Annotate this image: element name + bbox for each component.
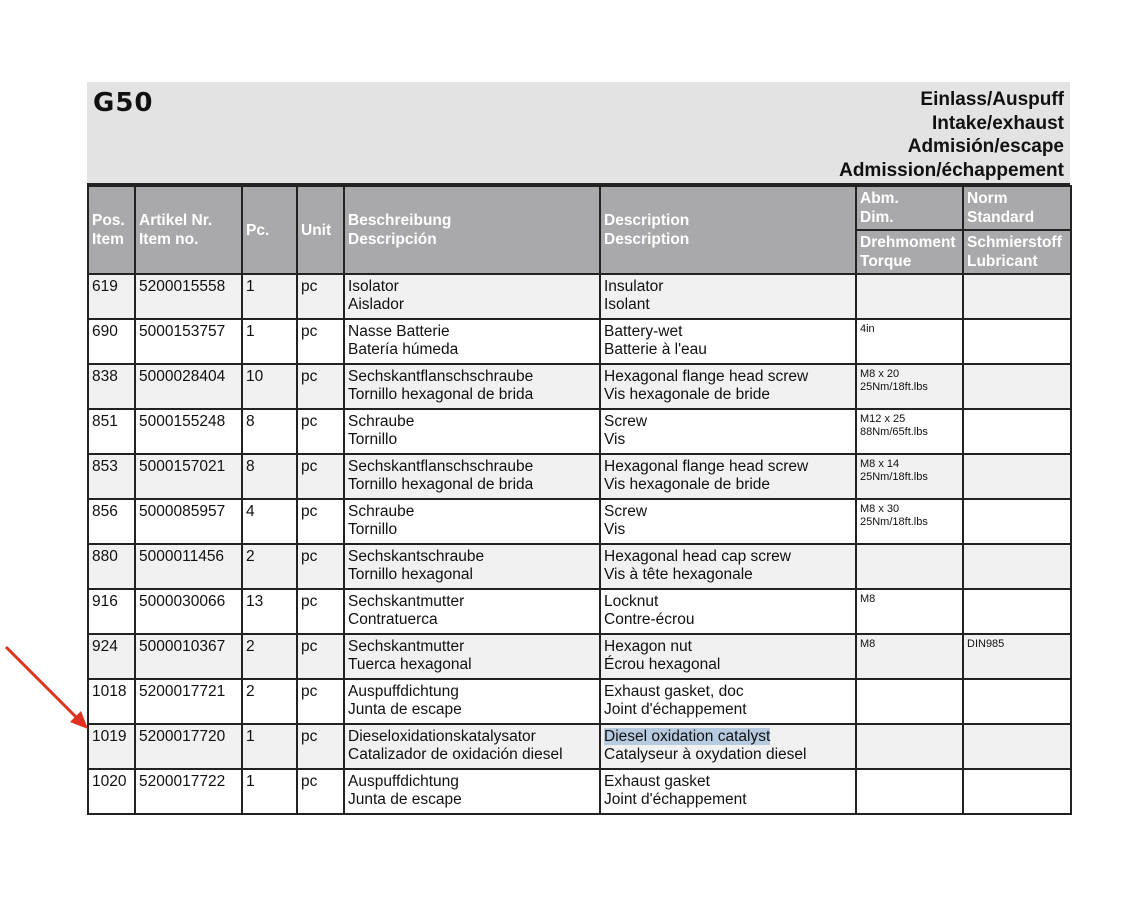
desc-fr: Vis hexagonale de bride bbox=[604, 386, 771, 403]
desc-es: Tornillo bbox=[348, 521, 398, 538]
cell-pos: 619 bbox=[88, 274, 135, 319]
cell-unit: pc bbox=[297, 499, 344, 544]
dim-value: M8 x 14 bbox=[860, 458, 900, 470]
desc-de: Schraube bbox=[348, 503, 415, 520]
col-header-torque: Drehmoment Torque bbox=[856, 230, 963, 274]
col-header-dim: Abm. Dim. bbox=[856, 186, 963, 230]
desc-fr: Vis à tête hexagonale bbox=[604, 566, 753, 583]
desc-en-text: Battery-wet bbox=[604, 323, 683, 340]
desc-es: Tornillo bbox=[348, 431, 398, 448]
desc-en-text: Exhaust gasket bbox=[604, 773, 710, 790]
cell-pos: 880 bbox=[88, 544, 135, 589]
desc-es: Tornillo hexagonal de brida bbox=[348, 386, 534, 403]
cell-article: 5200017722 bbox=[135, 769, 242, 814]
torque-value: 25Nm/18ft.lbs bbox=[860, 471, 928, 483]
cell-pc: 2 bbox=[242, 634, 297, 679]
desc-es: Catalizador de oxidación diesel bbox=[348, 746, 563, 763]
g50-logo: G50 bbox=[93, 88, 154, 118]
col-header-norm: Norm Standard bbox=[963, 186, 1071, 230]
cell-pc: 1 bbox=[242, 319, 297, 364]
desc-en-text: Hexagonal flange head screw bbox=[604, 458, 809, 475]
cell-pos: 690 bbox=[88, 319, 135, 364]
cell-unit: pc bbox=[297, 364, 344, 409]
desc-es: Aislador bbox=[348, 296, 404, 313]
desc-es: Junta de escape bbox=[348, 791, 462, 808]
cell-pc: 4 bbox=[242, 499, 297, 544]
cell-article: 5200017721 bbox=[135, 679, 242, 724]
dim-value: M8 bbox=[860, 593, 876, 605]
desc-fr: Isolant bbox=[604, 296, 650, 313]
desc-de: Sechskantflanschschraube bbox=[348, 458, 534, 475]
cell-pc: 1 bbox=[242, 724, 297, 769]
cell-unit: pc bbox=[297, 679, 344, 724]
cell-unit: pc bbox=[297, 319, 344, 364]
desc-en-text: Locknut bbox=[604, 593, 659, 610]
desc-en-text: Screw bbox=[604, 503, 648, 520]
cell-pos: 916 bbox=[88, 589, 135, 634]
desc-de: Isolator bbox=[348, 278, 399, 295]
desc-en-text: Hexagonal head cap screw bbox=[604, 548, 791, 565]
desc-fr: Catalyseur à oxydation diesel bbox=[604, 746, 807, 763]
desc-en-text: Exhaust gasket, doc bbox=[604, 683, 744, 700]
cell-article: 5200017720 bbox=[135, 724, 242, 769]
cell-pc: 8 bbox=[242, 409, 297, 454]
col-header-pc: Pc. bbox=[242, 186, 297, 274]
desc-de: Nasse Batterie bbox=[348, 323, 450, 340]
desc-es: Tornillo hexagonal de brida bbox=[348, 476, 534, 493]
desc-es: Tuerca hexagonal bbox=[348, 656, 472, 673]
cell-article: 5000155248 bbox=[135, 409, 242, 454]
cell-pos: 1019 bbox=[88, 724, 135, 769]
cell-unit: pc bbox=[297, 769, 344, 814]
desc-de: Sechskantflanschschraube bbox=[348, 368, 534, 385]
dim-value: M8 bbox=[860, 638, 876, 650]
cell-article: 5200015558 bbox=[135, 274, 242, 319]
col-header-lubricant: Schmierstoff Lubricant bbox=[963, 230, 1071, 274]
title-fr: Admission/échappement bbox=[839, 159, 1064, 181]
torque-value: 88Nm/65ft.lbs bbox=[860, 426, 928, 438]
cell-pos: 924 bbox=[88, 634, 135, 679]
cell-article: 5000085957 bbox=[135, 499, 242, 544]
desc-de: Sechskantschraube bbox=[348, 548, 485, 565]
cell-pos: 1020 bbox=[88, 769, 135, 814]
dim-value: 4in bbox=[860, 323, 875, 335]
desc-de: Auspuffdichtung bbox=[348, 773, 459, 790]
desc-fr: Joint d'échappement bbox=[604, 791, 747, 808]
cell-article: 5000010367 bbox=[135, 634, 242, 679]
desc-de: Dieseloxidationskatalysator bbox=[348, 728, 536, 745]
desc-es: Tornillo hexagonal bbox=[348, 566, 473, 583]
desc-es: Contratuerca bbox=[348, 611, 438, 628]
desc-fr: Vis hexagonale de bride bbox=[604, 476, 771, 493]
cell-unit: pc bbox=[297, 724, 344, 769]
col-header-desc-en: Description Description bbox=[600, 186, 856, 274]
desc-es: Batería húmeda bbox=[348, 341, 459, 358]
cell-unit: pc bbox=[297, 634, 344, 679]
cell-article: 5000153757 bbox=[135, 319, 242, 364]
cell-unit: pc bbox=[297, 454, 344, 499]
title-en: Intake/exhaust bbox=[932, 112, 1064, 134]
title-de: Einlass/Auspuff bbox=[920, 89, 1064, 110]
cell-unit: pc bbox=[297, 274, 344, 319]
dim-value: M8 x 30 bbox=[860, 503, 900, 515]
desc-de: Sechskantmutter bbox=[348, 638, 465, 655]
dim-value: M12 x 25 bbox=[860, 413, 906, 425]
desc-fr: Vis bbox=[604, 521, 626, 538]
cell-pos: 838 bbox=[88, 364, 135, 409]
cell-pc: 2 bbox=[242, 679, 297, 724]
cell-article: 5000157021 bbox=[135, 454, 242, 499]
cell-article: 5000011456 bbox=[135, 544, 242, 589]
desc-de: Auspuffdichtung bbox=[348, 683, 459, 700]
desc-en-text: Insulator bbox=[604, 278, 664, 295]
cell-pos: 851 bbox=[88, 409, 135, 454]
desc-fr: Vis bbox=[604, 431, 626, 448]
cell-pc: 13 bbox=[242, 589, 297, 634]
desc-fr: Contre-écrou bbox=[604, 611, 695, 628]
desc-fr: Écrou hexagonal bbox=[604, 656, 721, 673]
desc-es: Junta de escape bbox=[348, 701, 462, 718]
torque-value: 25Nm/18ft.lbs bbox=[860, 516, 928, 528]
cell-pos: 856 bbox=[88, 499, 135, 544]
desc-de: Schraube bbox=[348, 413, 415, 430]
desc-en-text: Hexagon nut bbox=[604, 638, 692, 655]
cell-unit: pc bbox=[297, 544, 344, 589]
desc-en-text: Diesel oxidation catalyst bbox=[604, 728, 771, 745]
cell-article: 5000028404 bbox=[135, 364, 242, 409]
desc-fr: Joint d'échappement bbox=[604, 701, 747, 718]
col-header-pos: Pos. Item bbox=[88, 186, 135, 274]
cell-pc: 1 bbox=[242, 274, 297, 319]
col-header-unit: Unit bbox=[297, 186, 344, 274]
desc-de: Sechskantmutter bbox=[348, 593, 465, 610]
desc-fr: Batterie à l'eau bbox=[604, 341, 707, 358]
cell-pc: 1 bbox=[242, 769, 297, 814]
cell-pc: 2 bbox=[242, 544, 297, 589]
cell-unit: pc bbox=[297, 589, 344, 634]
col-header-article: Artikel Nr. Item no. bbox=[135, 186, 242, 274]
desc-en-text: Hexagonal flange head screw bbox=[604, 368, 809, 385]
torque-value: 25Nm/18ft.lbs bbox=[860, 381, 928, 393]
cell-pos: 1018 bbox=[88, 679, 135, 724]
arrow-shaft bbox=[6, 647, 80, 721]
cell-article: 5000030066 bbox=[135, 589, 242, 634]
desc-en-text: Screw bbox=[604, 413, 648, 430]
title-es: Admisión/escape bbox=[907, 136, 1064, 157]
cell-norm: DIN985 bbox=[963, 634, 1071, 679]
dim-value: M8 x 20 bbox=[860, 368, 900, 380]
cell-pc: 10 bbox=[242, 364, 297, 409]
col-header-desc-de: Beschreibung Descripción bbox=[344, 186, 600, 274]
cell-pos: 853 bbox=[88, 454, 135, 499]
cell-pc: 8 bbox=[242, 454, 297, 499]
cell-unit: pc bbox=[297, 409, 344, 454]
